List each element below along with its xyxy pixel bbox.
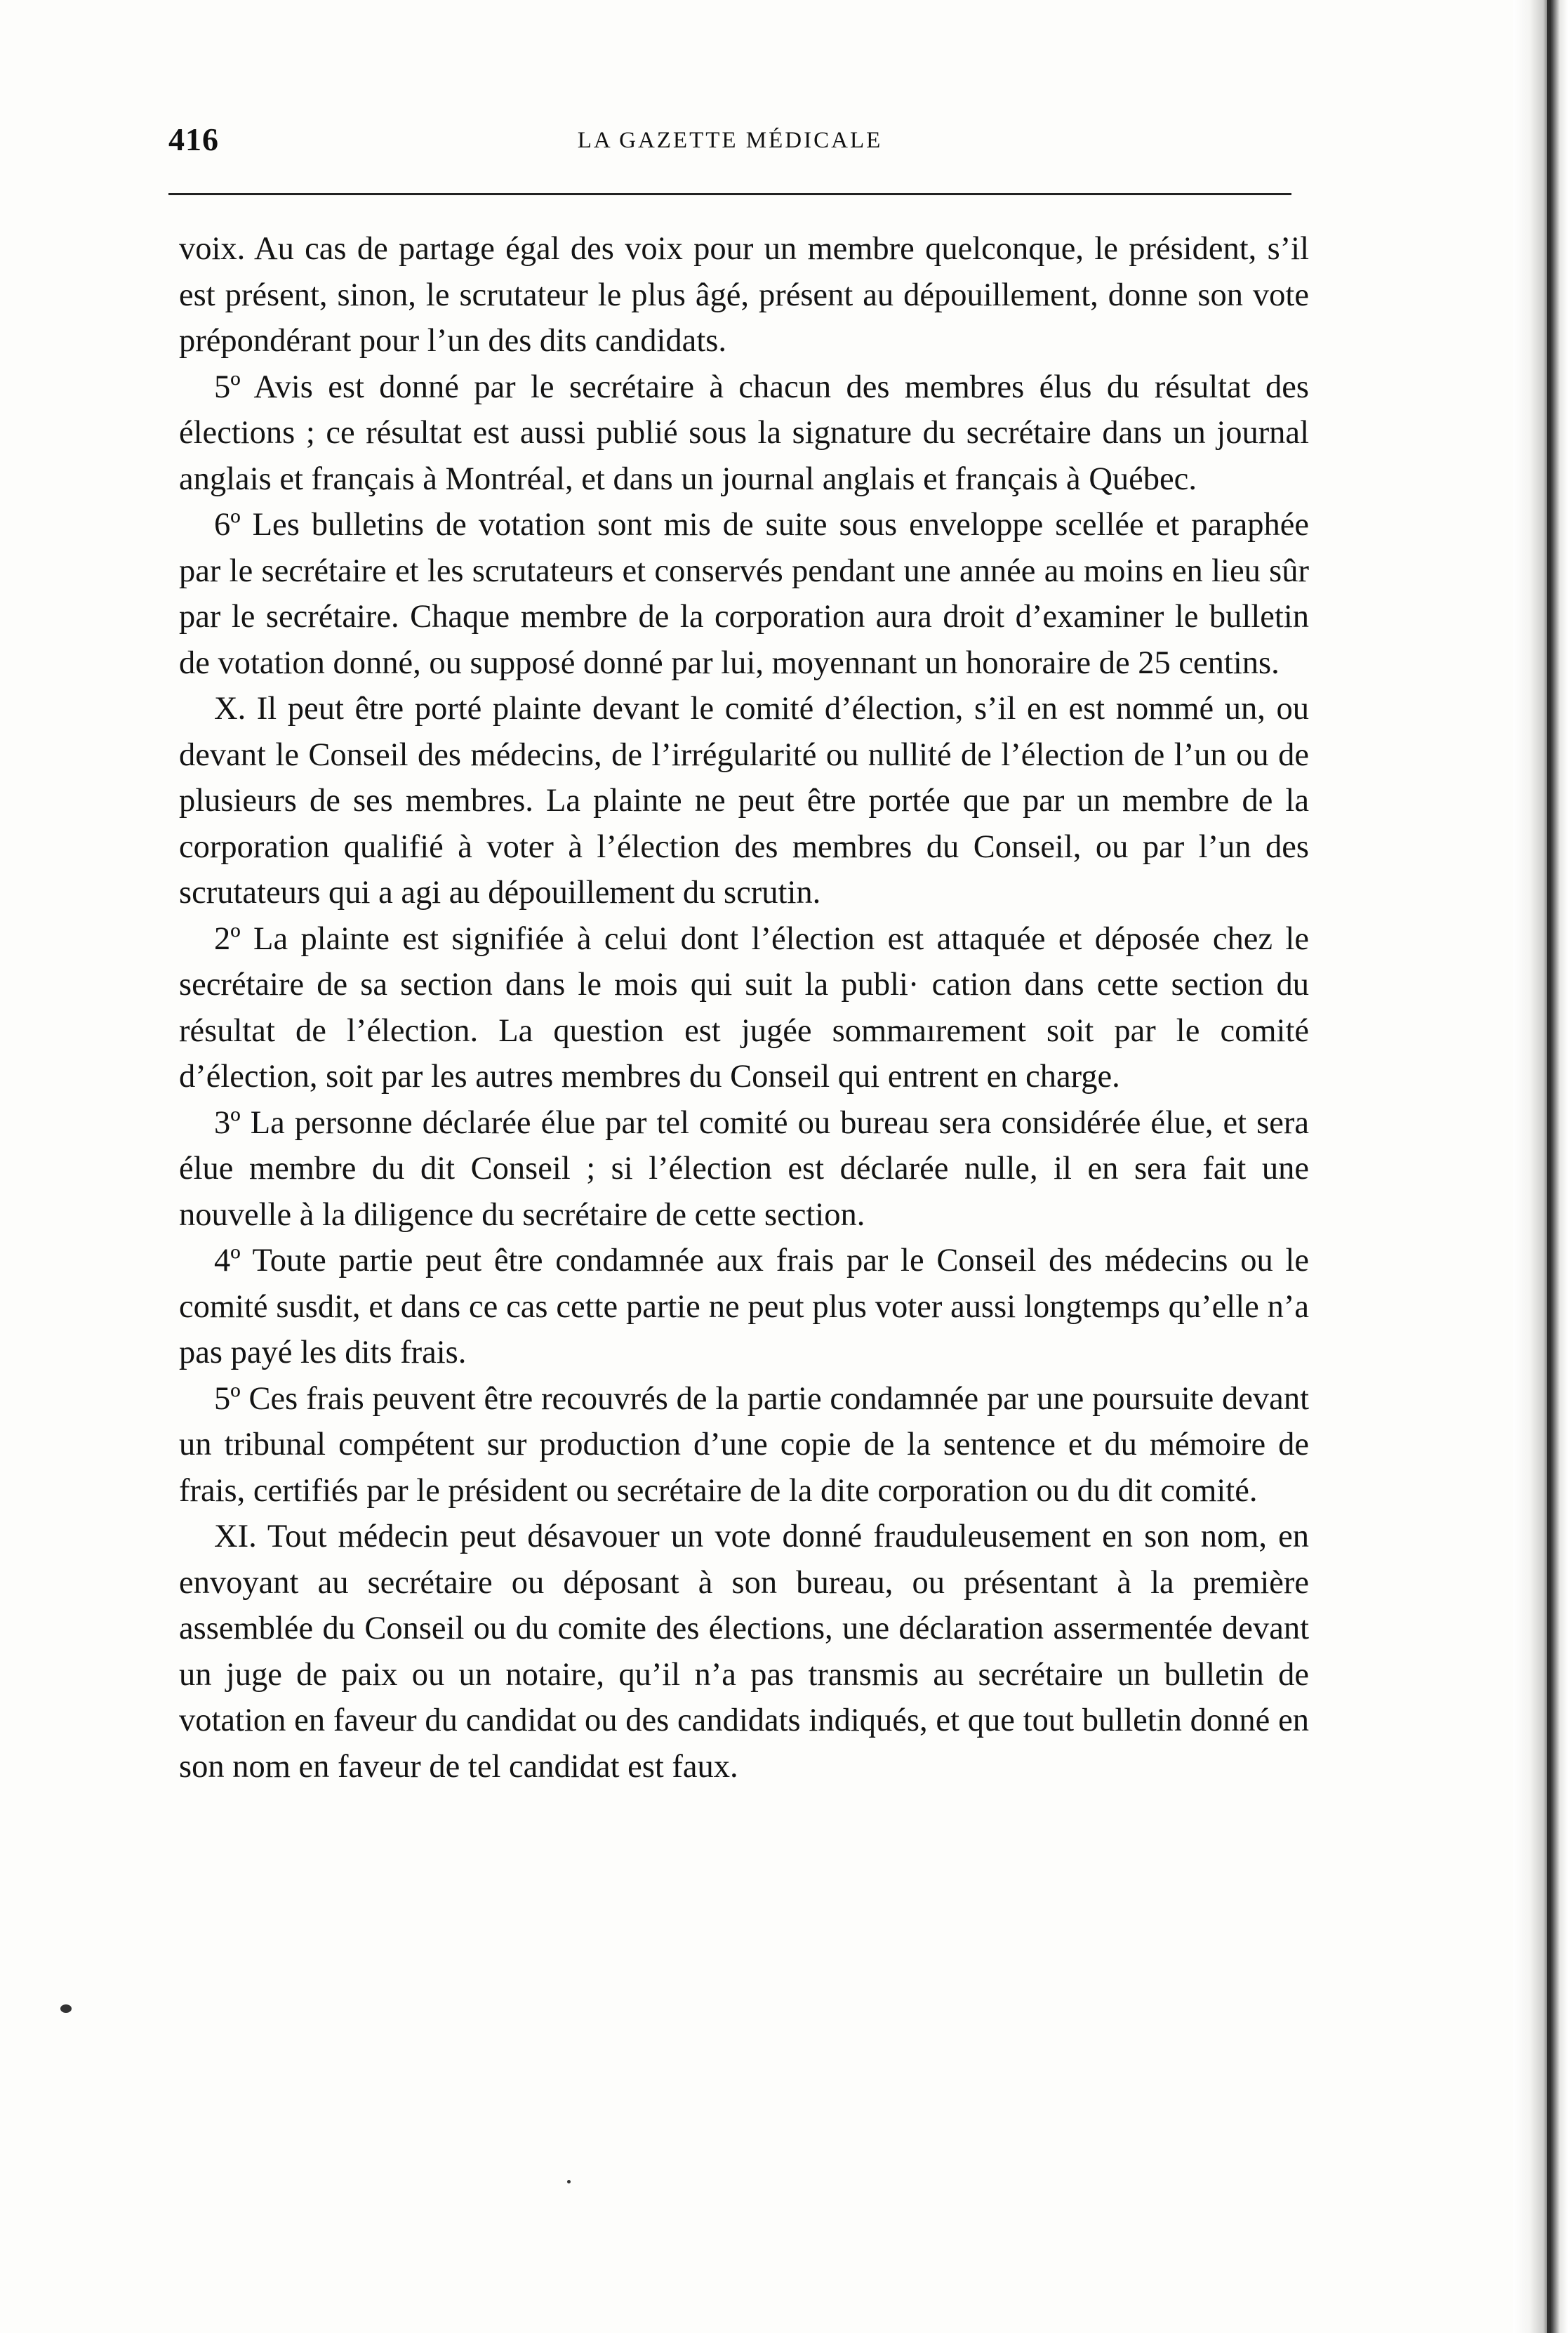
paragraph: 5º Ces frais peuvent être recouvrés de la partie condamnée par une poursuite devant un tribunal compétent sur production d’une copie de la sentence et du mémoire de frais, certifiés par le président ou secrétaire de la dite corporation ou du dit comité. [179,1380,1309,1509]
paragraph: 5º Avis est donné par le secrétaire à chacun des membres élus du résultat des élections ; ce résultat est aussi publié sous la signature du secrétaire dans un journal anglais et français à Montréal, et dans un journal anglais et français à Québec. [179,369,1309,497]
paragraph: 6º Les bulletins de votation sont mis de suite sous enveloppe scellée et paraphée par le secrétaire et les scrutateurs et conservés pendant une année au moins en lieu sûr par le secrétaire. Chaque membre de la corporation aura droit d’examiner le bulletin de votation donné, ou supposé donné par lui, moyennant un honoraire de 25 centins. [179,507,1309,681]
paragraph: 2º La plainte est signifiée à celui dont l’élection est attaquée et déposée chez le secrétaire de sa section dans le mois qui suit la publi· cation dans cette section du résultat de l’élection. La question est jugée sommaırement soit par le comité d’élection, soit par les autres membres du Conseil qui entrent en charge. [179,920,1309,1095]
page-binding-edge [1513,0,1568,2333]
paragraph: 3º La personne déclarée élue par tel comité ou bureau sera considérée élue, et sera élue membre du dit Conseil ; si l’élection est déclarée nulle, il en sera fait une nouvelle à la diligence du secrétaire de cette section. [179,1104,1309,1233]
ink-speck [60,2004,72,2013]
paragraph: X. Il peut être porté plainte devant le comité d’élection, s’il en est nommé un, ou devant le Conseil des médecins, de l’irrégularité ou nullité de l’élection de l’un ou de plusieurs de ses membres. La plainte ne peut être portée que par un membre de la corporation qualifié à voter à l’élection des membres du Conseil, ou par l’un des scrutateurs qui a agi au dépouillement du scrutin. [179,691,1309,911]
paragraph: voix. Au cas de partage égal des voix pour un membre quelconque, le président, s’il est présent, sinon, le scrutateur le plus âgé, présent au dépouillement, donne son vote prépondérant pour l’un des dits candidats. [179,231,1309,359]
paragraph: 4º Toute partie peut être condamnée aux frais par le Conseil des médecins ou le comité susdit, et dans ce cas cette partie ne peut plus voter aussi longtemps qu’elle n’a pas payé les dits frais. [179,1243,1309,1370]
body-text [179,226,1309,1790]
ink-speck [567,2180,571,2183]
page-number: 416 [168,121,219,157]
header-rule [168,193,1291,195]
page-header [168,121,1291,177]
running-title: LA GAZETTE MÉDICALE [577,128,883,153]
binding-shadow [1547,0,1551,2333]
paragraph: XI. Tout médecin peut désavouer un vote donné frauduleusement en son nom, en envoyant au secrétaire ou déposant à son bureau, ou présentant à la première assemblée du Conseil ou du comite des élections, une déclaration assermentée devant un juge de paix ou un notaire, qu’il n’a pas transmis au secrétaire un bulletin de votation en faveur du candidat ou des candidats indiqués, et que tout bulletin donné en son nom en faveur de tel candidat est faux. [179,1519,1309,1785]
